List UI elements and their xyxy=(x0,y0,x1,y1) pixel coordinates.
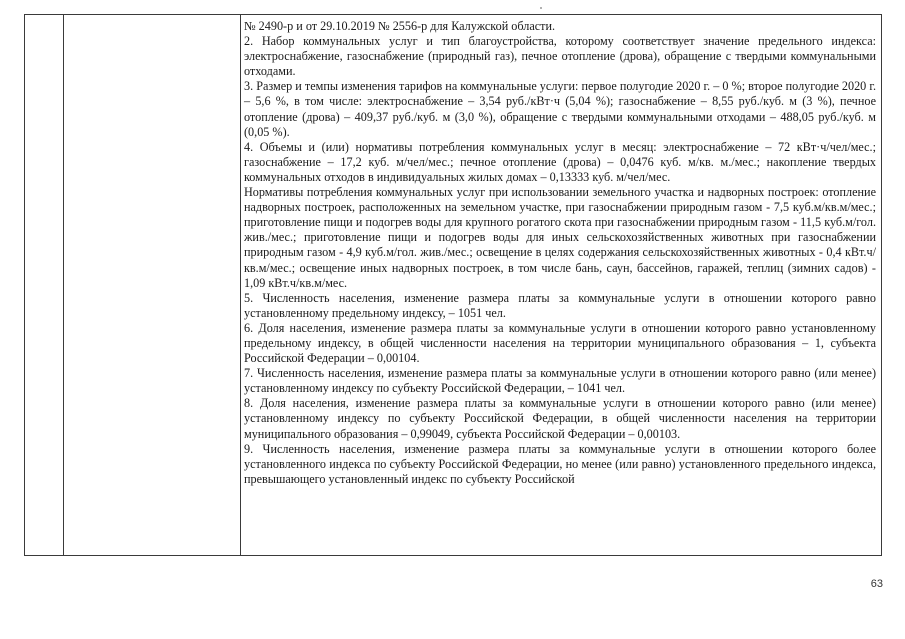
paragraph-item-4: 4. Объемы и (или) нормативы потребления коммунальных услуг в месяц: электроснабжение – 72 кВт·ч/чел/мес.; газоснабжение – 17,2 куб. м/чел/мес.; печное отопление (дрова) – 0,0476 куб. м/кв. м./мес.; накопление твердых коммунальных отходов в индивидуальных жилых домах – 0,13333 куб. м/чел/мес. xyxy=(244,139,876,184)
paragraph-item-3: 3. Размер и темпы изменения тарифов на коммунальные услуги: первое полугодие 2020 г. – 0 %; второе полугодие 2020 г. – 5,6 %, в том числе: электроснабжение – 3,54 руб./кВт·ч (5,04 %); газоснабжение – 8,55 руб./куб. м (3 %), печное отопление (дрова) – 409,37 руб./куб. м (3,0 %), обращение с твердыми коммунальными отходами – 488,05 руб./куб. м (0,05 %). xyxy=(244,79,876,139)
paragraph-item-8: 8. Доля населения, изменение размера платы за коммунальные услуги в отношении которого равно (или менее) установленному индексу по субъекту Российской Федерации, в общей численности населения на территории муниципального образования – 0,99049, субъекта Российской Федерации – 0,00103. xyxy=(244,396,876,441)
table-column-divider-2 xyxy=(240,15,241,555)
table-cell-text xyxy=(244,19,876,487)
paragraph-norms: Нормативы потребления коммунальных услуг при использовании земельного участка и надворных построек: отопление надворных построек, расположенных на земельном участке, при газоснабжении природным газом - 7,5 куб.м/кв.м/мес.; приготовление пищи и подогрев воды для крупного рогатого скота при газоснабжении природным газом - 11,5 куб.м/гол. жив./мес.; приготовление пищи и подогрев воды для иных сельскохозяйственных животных при газоснабжении природным газом - 4,9 куб.м/гол. жив./мес.; освещение в целях содержания сельскохозяйственных животных - 0,4 кВт.ч/кв.м/мес.; освещение иных надворных построек, в том числе бань, саун, бассейнов, гаражей, теплиц (зимних садов) - 1,09 кВт.ч/кв.м/мес. xyxy=(244,185,876,290)
paragraph-item-5: 5. Численность населения, изменение размера платы за коммунальные услуги в отношении которого равно установленному предельному индексу, – 1051 чел. xyxy=(244,290,876,320)
scan-speck xyxy=(540,7,542,9)
page-number: 63 xyxy=(870,578,883,590)
table-column-divider-1 xyxy=(63,15,64,555)
paragraph-item-6: 6. Доля населения, изменение размера платы за коммунальные услуги в отношении которого равно установленному предельному индексу, в общей численности населения на территории муниципального образования – 1, субъекта Российской Федерации – 0,00104. xyxy=(244,320,876,366)
paragraph-item-7: 7. Численность населения, изменение размера платы за коммунальные услуги в отношении которого равно (или менее) установленному индексу по субъекту Российской Федерации, – 1041 чел. xyxy=(244,366,876,396)
paragraph-item-2: 2. Набор коммунальных услуг и тип благоустройства, которому соответствует значение предельного индекса: электроснабжение, газоснабжение (природный газ), печное отопление (дрова), обращение с твердыми коммунальными отходами. xyxy=(244,34,876,79)
document-table xyxy=(24,14,882,556)
paragraph-item-9: 9. Численность населения, изменение размера платы за коммунальные услуги в отношении которого более установленного индекса по субъекту Российской Федерации, но менее (или равно) установленного предельного индекса, превышающего установленный индекс по субъекту Российской xyxy=(244,441,876,486)
paragraph-reference: № 2490-р и от 29.10.2019 № 2556-р для Калужской области. xyxy=(244,19,556,33)
